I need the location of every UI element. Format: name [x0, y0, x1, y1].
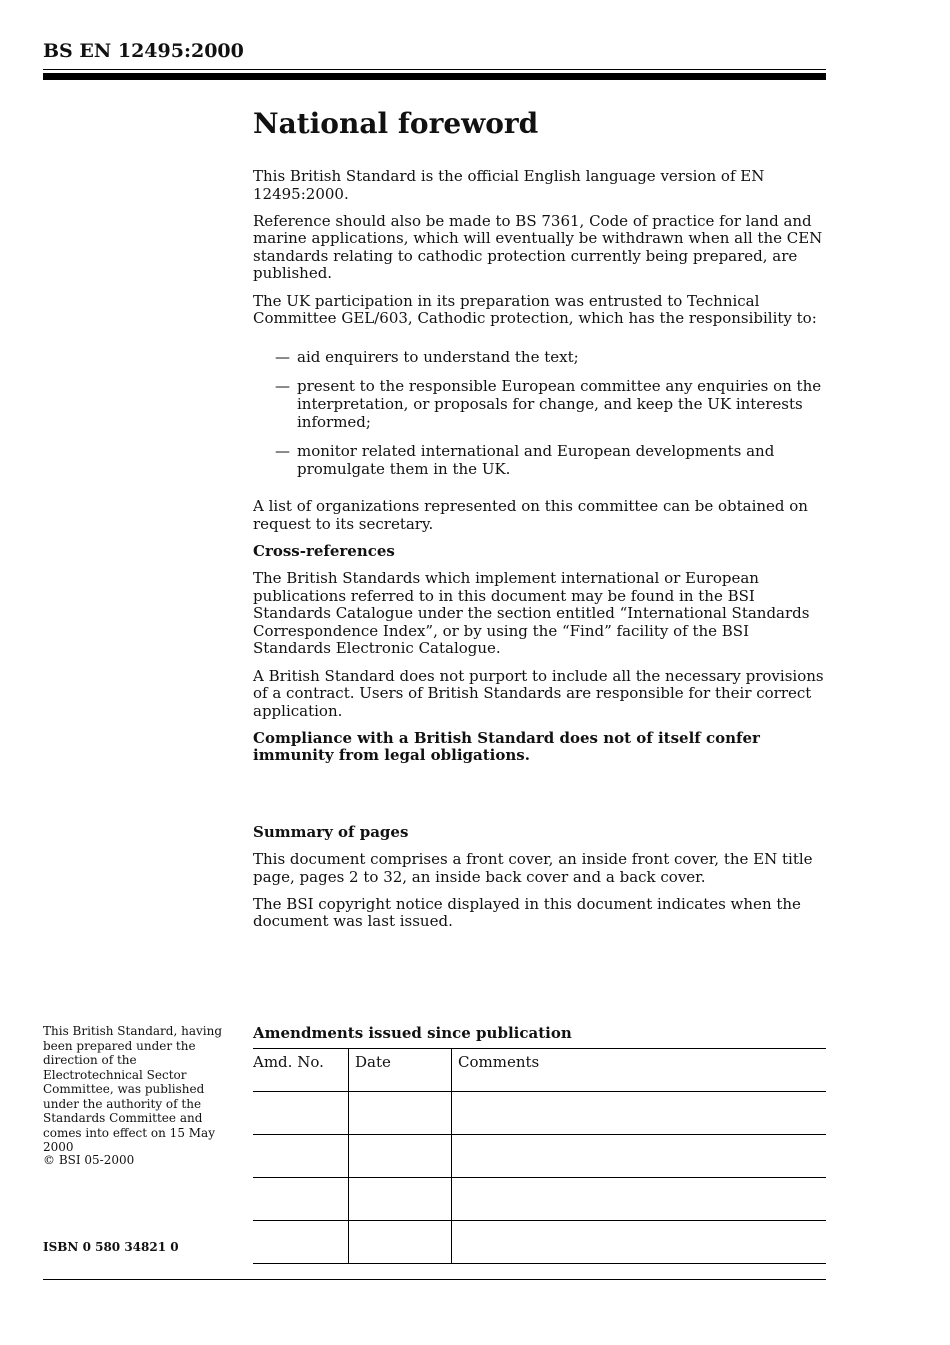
- table-row: [253, 1178, 826, 1221]
- page-title: National foreword: [253, 107, 539, 140]
- footer-rule: [43, 1279, 826, 1280]
- responsibilities-list: [275, 349, 828, 479]
- table-cell: [253, 1221, 349, 1264]
- compliance-statement: Compliance with a British Standard does not of itself confer immunity from legal obligations.: [253, 728, 760, 765]
- amendments-title: Amendments issued since publication: [253, 1024, 572, 1042]
- document-id: BS EN 12495:2000: [43, 40, 244, 62]
- foreword-paragraph: This British Standard is the official English language version of EN 12495:2000.: [253, 167, 765, 203]
- publication-note: This British Standard, having been prepared under the direction of the Electrotechnical Sector Committee, was published under the authority of the Standards Committee and comes into effect on 15 May 2000: [43, 1024, 223, 1154]
- table-cell: [253, 1178, 349, 1221]
- table-row: [253, 1092, 826, 1135]
- table-header-row: [253, 1049, 826, 1092]
- cross-references-paragraph: The British Standards which implement international or European publications referred to in this document may be found in the BSI Standards Catalogue under the section entitled “International Standards Correspondence Index”, or by using the “Find” facility of the BSI Standards Electronic Catalogue.: [253, 569, 810, 658]
- table-cell: [452, 1221, 827, 1264]
- table-cell: [349, 1178, 452, 1221]
- summary-heading: Summary of pages: [253, 823, 409, 841]
- list-item-text: present to the responsible European committee any enquiries on the interpretation, or proposals for change, and keep the UK interests informed;: [297, 377, 822, 431]
- committee-note: A list of organizations represented on this committee can be obtained on request to its secretary.: [253, 497, 808, 533]
- header-rule-thick: [43, 73, 826, 80]
- list-item: [275, 349, 828, 367]
- summary-paragraph: This document comprises a front cover, an inside front cover, the EN title page, pages 2 to 32, an inside back cover and a back cover.: [253, 850, 813, 886]
- list-item: [275, 443, 828, 478]
- dash-marker: —: [275, 442, 290, 461]
- cross-references-paragraph: A British Standard does not purport to include all the necessary provisions of a contract. Users of British Standards are responsible for their correct application.: [253, 666, 824, 720]
- table-row: [253, 1221, 826, 1264]
- table-cell: [452, 1178, 827, 1221]
- list-item-text: monitor related international and European developments and promulgate them in the UK.: [297, 442, 775, 478]
- dash-marker: —: [275, 377, 290, 396]
- foreword-section: [253, 106, 828, 775]
- table-cell: [349, 1092, 452, 1135]
- column-header-comments: Comments: [452, 1049, 827, 1092]
- table-cell: [349, 1221, 452, 1264]
- isbn: ISBN 0 580 34821 0: [43, 1240, 179, 1254]
- column-header-amd-no: Amd. No.: [253, 1049, 349, 1092]
- table-cell: [349, 1135, 452, 1178]
- dash-marker: —: [275, 347, 290, 366]
- column-header-date: Date: [349, 1049, 452, 1092]
- table-cell: [253, 1135, 349, 1178]
- amendments-table: [253, 1048, 826, 1264]
- table-cell: [253, 1092, 349, 1135]
- summary-section: [253, 824, 828, 940]
- cross-references-heading: Cross-references: [253, 542, 395, 560]
- foreword-paragraph: The UK participation in its preparation was entrusted to Technical Committee GEL/603, Cathodic protection, which has the responsibility to:: [253, 291, 817, 328]
- copyright-notice: © BSI 05-2000: [43, 1153, 135, 1167]
- table-row: [253, 1135, 826, 1178]
- header-rule-thin: [43, 69, 826, 70]
- table-cell: [452, 1092, 827, 1135]
- list-item-text: aid enquirers to understand the text;: [297, 347, 579, 366]
- summary-paragraph: The BSI copyright notice displayed in this document indicates when the document was last issued.: [253, 894, 801, 931]
- table-cell: [452, 1135, 827, 1178]
- foreword-paragraph: Reference should also be made to BS 7361, Code of practice for land and marine applications, which will eventually be withdrawn when all the CEN standards relating to cathodic protection currently being prepared, are published.: [253, 211, 823, 283]
- list-item: [275, 378, 828, 431]
